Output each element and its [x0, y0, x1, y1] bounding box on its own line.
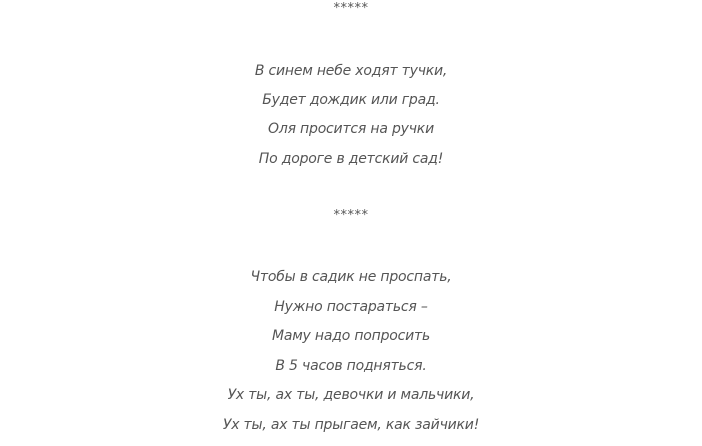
stanza-2-line-3: Маму надо попросить	[271, 328, 431, 344]
separator-top: *****	[333, 1, 369, 16]
stanza-2-line-2: Нужно постараться –	[274, 299, 428, 315]
stanza-2-line-6: Ух ты, ах ты прыгаем, как зайчики!	[222, 417, 480, 433]
stanza-2-line-4: В 5 часов подняться.	[275, 358, 427, 374]
stanza-1-line-4: По дороге в детский сад!	[258, 151, 444, 167]
stanza-2-line-5: Ух ты, ах ты, девочки и мальчики,	[227, 387, 475, 403]
stanza-1-line-3: Оля просится на ручки	[268, 121, 434, 137]
stanza-1-line-2: Будет дождик или град.	[262, 92, 440, 108]
stanza-2-line-1: Чтобы в садик не проспать,	[250, 269, 452, 285]
stanza-1-line-1: В синем небе ходят тучки,	[254, 63, 448, 79]
separator-middle: *****	[333, 208, 369, 223]
